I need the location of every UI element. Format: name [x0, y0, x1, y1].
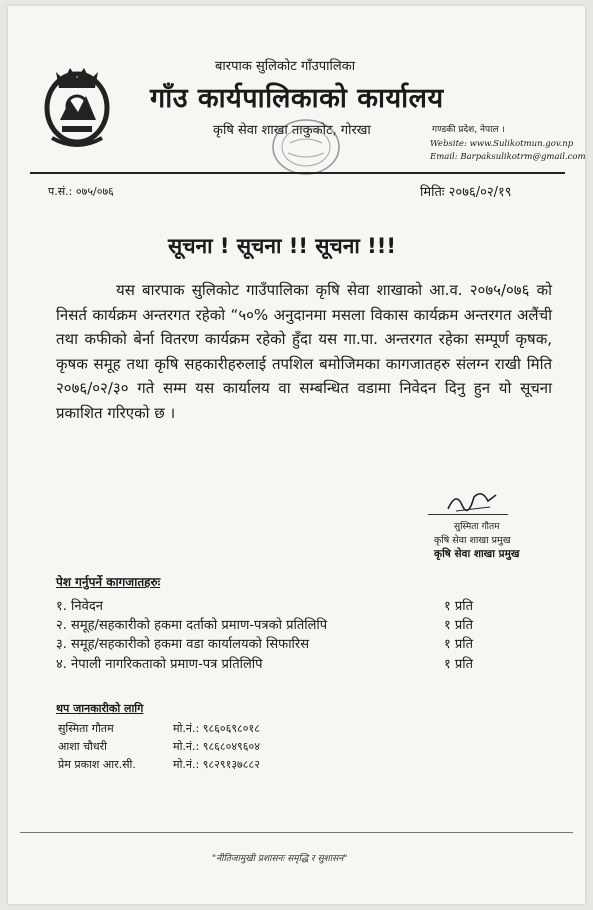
government-emblem-icon	[40, 60, 114, 150]
document-label: १. निवेदन	[56, 599, 103, 614]
document-quantity: १ प्रति	[444, 618, 474, 633]
notice-title: सूचना ! सूचना !! सूचना !!!	[168, 234, 396, 258]
municipality-name: बारपाक सुलिकोट गाँउपालिका	[215, 59, 356, 74]
document-label: २. समूह/सहकारीको हकमा दर्ताको प्रमाण-पत्रको प्रतिलिपि	[56, 618, 328, 633]
signatory-stamp: कृषि सेवा शाखा प्रमुख	[434, 548, 520, 560]
signatory-name: सुस्मिता गौतम	[454, 522, 500, 532]
signatory-title: कृषि सेवा शाखा प्रमुख	[434, 535, 511, 546]
document-label: ४. नेपाली नागरिकताको प्रमाण-पत्र प्रतिलिपि	[56, 657, 263, 672]
notice-body: यस बारपाक सुलिकोट गाउँपालिका कृषि सेवा शाखाको आ.व. २०७५/०७६ को निसर्त कार्यक्रम अन्तरगत रहेको “५०% अनुदानमा मसला विकास कार्यक्रम अन्तरगत अलैंची तथा कफीको बेर्ना वितरण कार्यक्रम रहेको हुँदा यस गा.पा. अन्तरगत रहेका सम्पूर्ण कृषक, कृषक समूह तथा कृषि सहकारीहरुलाई तपशिल बमोजिमका कागजातहरु संलग्न राखी मिति २०७६/०२/३० गते सम्म यस कार्यालय वा सम्बन्धित वडामा निवेदन दिनु हुन यो सूचना प्रकाशित गरिएको छ ।	[56, 281, 552, 422]
document-quantity: १ प्रति	[444, 599, 474, 614]
contact-phone: मो.नं.: ९८२९१३७८८२	[173, 758, 260, 771]
footer-motto: "नीतिजामुखी प्रशासनः समृद्धि र सुशासन"	[212, 854, 348, 864]
contact-phone: मो.नं.: ९८६८०४९६०४	[173, 740, 260, 753]
contact-name: प्रेम प्रकाश आर.सी.	[58, 758, 136, 771]
province: गण्डकी प्रदेश, नेपाल ।	[432, 125, 505, 135]
email: Email: Barpaksulikotrm@gmail.com	[430, 152, 586, 162]
notice-date: मितिः २०७६/०२/१९	[420, 185, 512, 200]
office-title: गाँउ कार्यपालिकाको कार्यालय	[150, 83, 444, 114]
website: Website: www.Sulikotmun.gov.np	[430, 139, 574, 149]
contact-phone: मो.नं.: ९८६०६९८०१८	[173, 722, 260, 735]
contact-name: सुस्मिता गौतम	[58, 722, 114, 735]
header-rule	[30, 172, 565, 174]
contacts-heading: थप जानकारीको लागि	[56, 702, 144, 715]
reference-number: प.सं.: ०७५/०७६	[48, 185, 114, 198]
signature-icon	[442, 487, 502, 517]
signature-line	[428, 514, 508, 515]
document-quantity: १ प्रति	[444, 637, 474, 652]
office-stamp-icon	[270, 117, 342, 179]
footer-rule	[20, 832, 573, 833]
document-quantity: १ प्रति	[444, 657, 474, 672]
branch-address: कृषि सेवा शाखा ताकुकोट, गोरखा	[213, 123, 371, 138]
document-label: ३. समूह/सहकारीको हकमा वडा कार्यालयको सिफारिस	[56, 637, 310, 652]
contact-name: आशा चौधरी	[58, 740, 108, 753]
documents-heading: पेश गर्नुपर्ने कागजातहरुः	[56, 575, 161, 589]
